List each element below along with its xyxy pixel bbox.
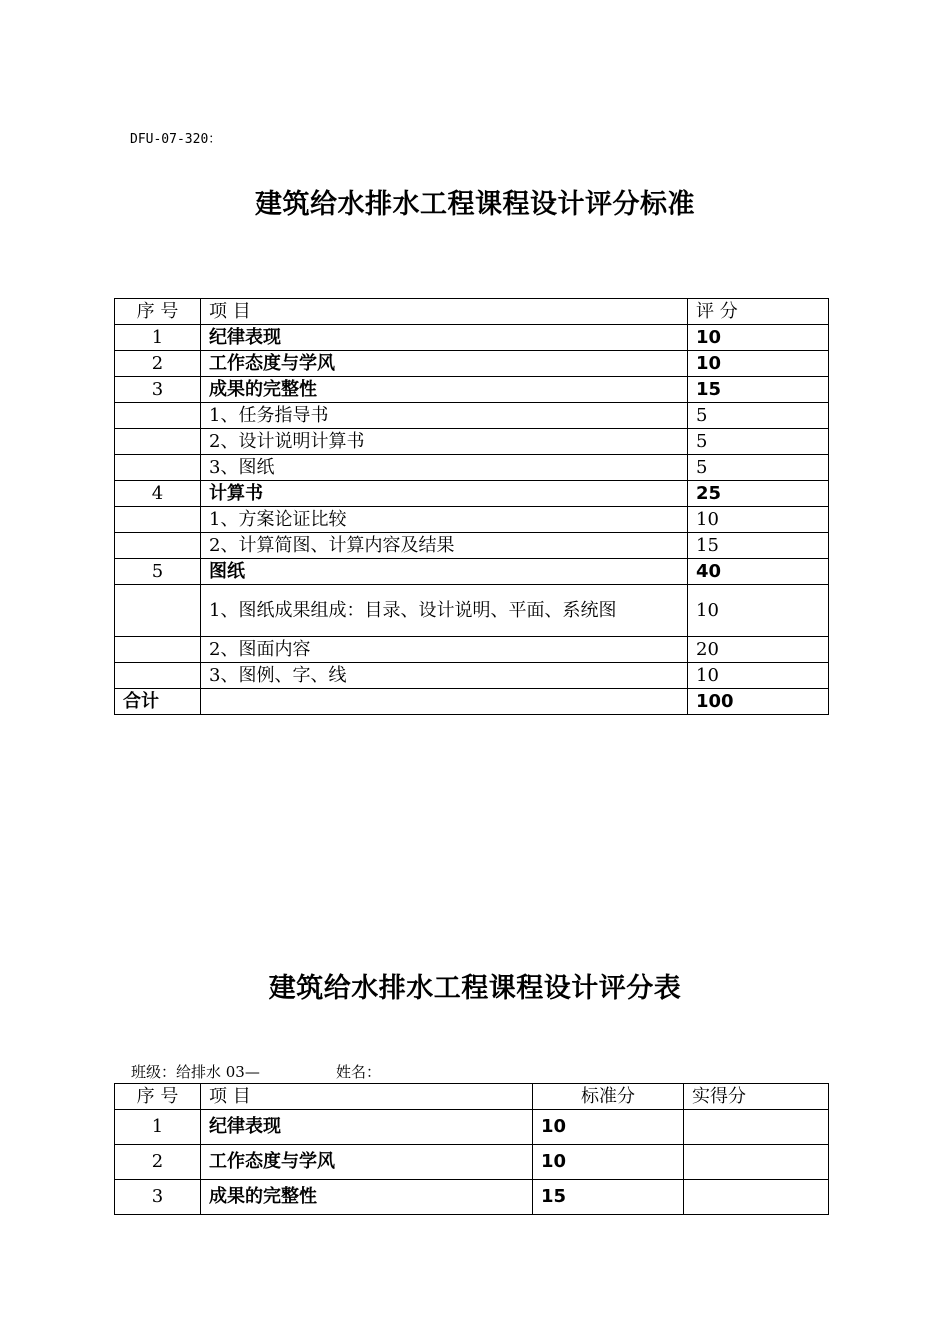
row-standard: 10	[533, 1145, 684, 1180]
header-no: 序 号	[115, 1084, 201, 1110]
row-item: 1、方案论证比较	[201, 507, 688, 533]
criteria-title: 建筑给水排水工程课程设计评分标准	[255, 189, 695, 220]
table-row	[115, 1145, 829, 1180]
header-actual: 实得分	[684, 1084, 829, 1110]
row-item: 3、图例、字、线	[201, 663, 688, 689]
row-score: 5	[688, 403, 829, 429]
row-item: 成果的完整性	[201, 1180, 533, 1215]
total-score: 100	[688, 689, 829, 715]
row-item: 图纸	[201, 559, 688, 585]
row-score: 15	[688, 533, 829, 559]
row-score: 10	[688, 351, 829, 377]
table-row	[115, 585, 829, 637]
criteria-header-row	[115, 299, 829, 325]
row-score: 5	[688, 455, 829, 481]
row-item: 成果的完整性	[201, 377, 688, 403]
table-row	[115, 429, 829, 455]
class-label: 班级：给排水 03—	[131, 1063, 260, 1081]
name-label: 姓名：	[336, 1063, 382, 1081]
row-item: 工作态度与学风	[201, 1145, 533, 1180]
criteria-table	[114, 298, 829, 715]
row-item: 2、计算简图、计算内容及结果	[201, 533, 688, 559]
header-item: 项 目	[201, 1084, 533, 1110]
row-no: 3	[115, 1180, 201, 1215]
row-actual-input[interactable]	[684, 1180, 829, 1215]
table-row	[115, 351, 829, 377]
row-no: 1	[115, 325, 201, 351]
row-score: 15	[688, 377, 829, 403]
row-no	[115, 585, 201, 637]
row-no	[115, 533, 201, 559]
score-header-row	[115, 1084, 829, 1110]
row-standard: 15	[533, 1180, 684, 1215]
row-no	[115, 455, 201, 481]
row-item: 纪律表现	[201, 325, 688, 351]
row-item: 1、图纸成果组成：目录、设计说明、平面、系统图	[201, 585, 688, 637]
row-item: 1、任务指导书	[201, 403, 688, 429]
row-no	[115, 403, 201, 429]
table-row	[115, 325, 829, 351]
table-row	[115, 559, 829, 585]
total-label: 合计	[115, 689, 201, 715]
row-no: 2	[115, 351, 201, 377]
table-row	[115, 533, 829, 559]
row-standard: 10	[533, 1110, 684, 1145]
row-no: 2	[115, 1145, 201, 1180]
table-row	[115, 481, 829, 507]
row-no: 1	[115, 1110, 201, 1145]
row-no	[115, 429, 201, 455]
total-item	[201, 689, 688, 715]
row-item: 2、图面内容	[201, 637, 688, 663]
row-no: 4	[115, 481, 201, 507]
row-no	[115, 637, 201, 663]
row-item: 2、设计说明计算书	[201, 429, 688, 455]
row-no	[115, 507, 201, 533]
row-actual-input[interactable]	[684, 1110, 829, 1145]
row-item: 计算书	[201, 481, 688, 507]
table-row	[115, 1180, 829, 1215]
row-no: 5	[115, 559, 201, 585]
score-table	[114, 1083, 829, 1215]
row-score: 10	[688, 507, 829, 533]
table-row	[115, 377, 829, 403]
row-no: 3	[115, 377, 201, 403]
table-row	[115, 403, 829, 429]
header-standard: 标准分	[533, 1084, 684, 1110]
row-item: 纪律表现	[201, 1110, 533, 1145]
row-actual-input[interactable]	[684, 1145, 829, 1180]
row-score: 10	[688, 585, 829, 637]
total-row	[115, 689, 829, 715]
header-item: 项 目	[201, 299, 688, 325]
score-sheet-title: 建筑给水排水工程课程设计评分表	[268, 973, 682, 1004]
table-row	[115, 455, 829, 481]
row-score: 10	[688, 325, 829, 351]
row-score: 20	[688, 637, 829, 663]
document-code: DFU-07-320：	[130, 132, 222, 147]
table-row	[115, 663, 829, 689]
table-row	[115, 637, 829, 663]
class-name-line	[131, 1061, 381, 1082]
header-no: 序 号	[115, 299, 201, 325]
row-score: 40	[688, 559, 829, 585]
row-no	[115, 663, 201, 689]
row-item: 3、图纸	[201, 455, 688, 481]
row-item: 工作态度与学风	[201, 351, 688, 377]
row-score: 5	[688, 429, 829, 455]
header-score: 评 分	[688, 299, 829, 325]
table-row	[115, 507, 829, 533]
row-score: 10	[688, 663, 829, 689]
table-row	[115, 1110, 829, 1145]
row-score: 25	[688, 481, 829, 507]
